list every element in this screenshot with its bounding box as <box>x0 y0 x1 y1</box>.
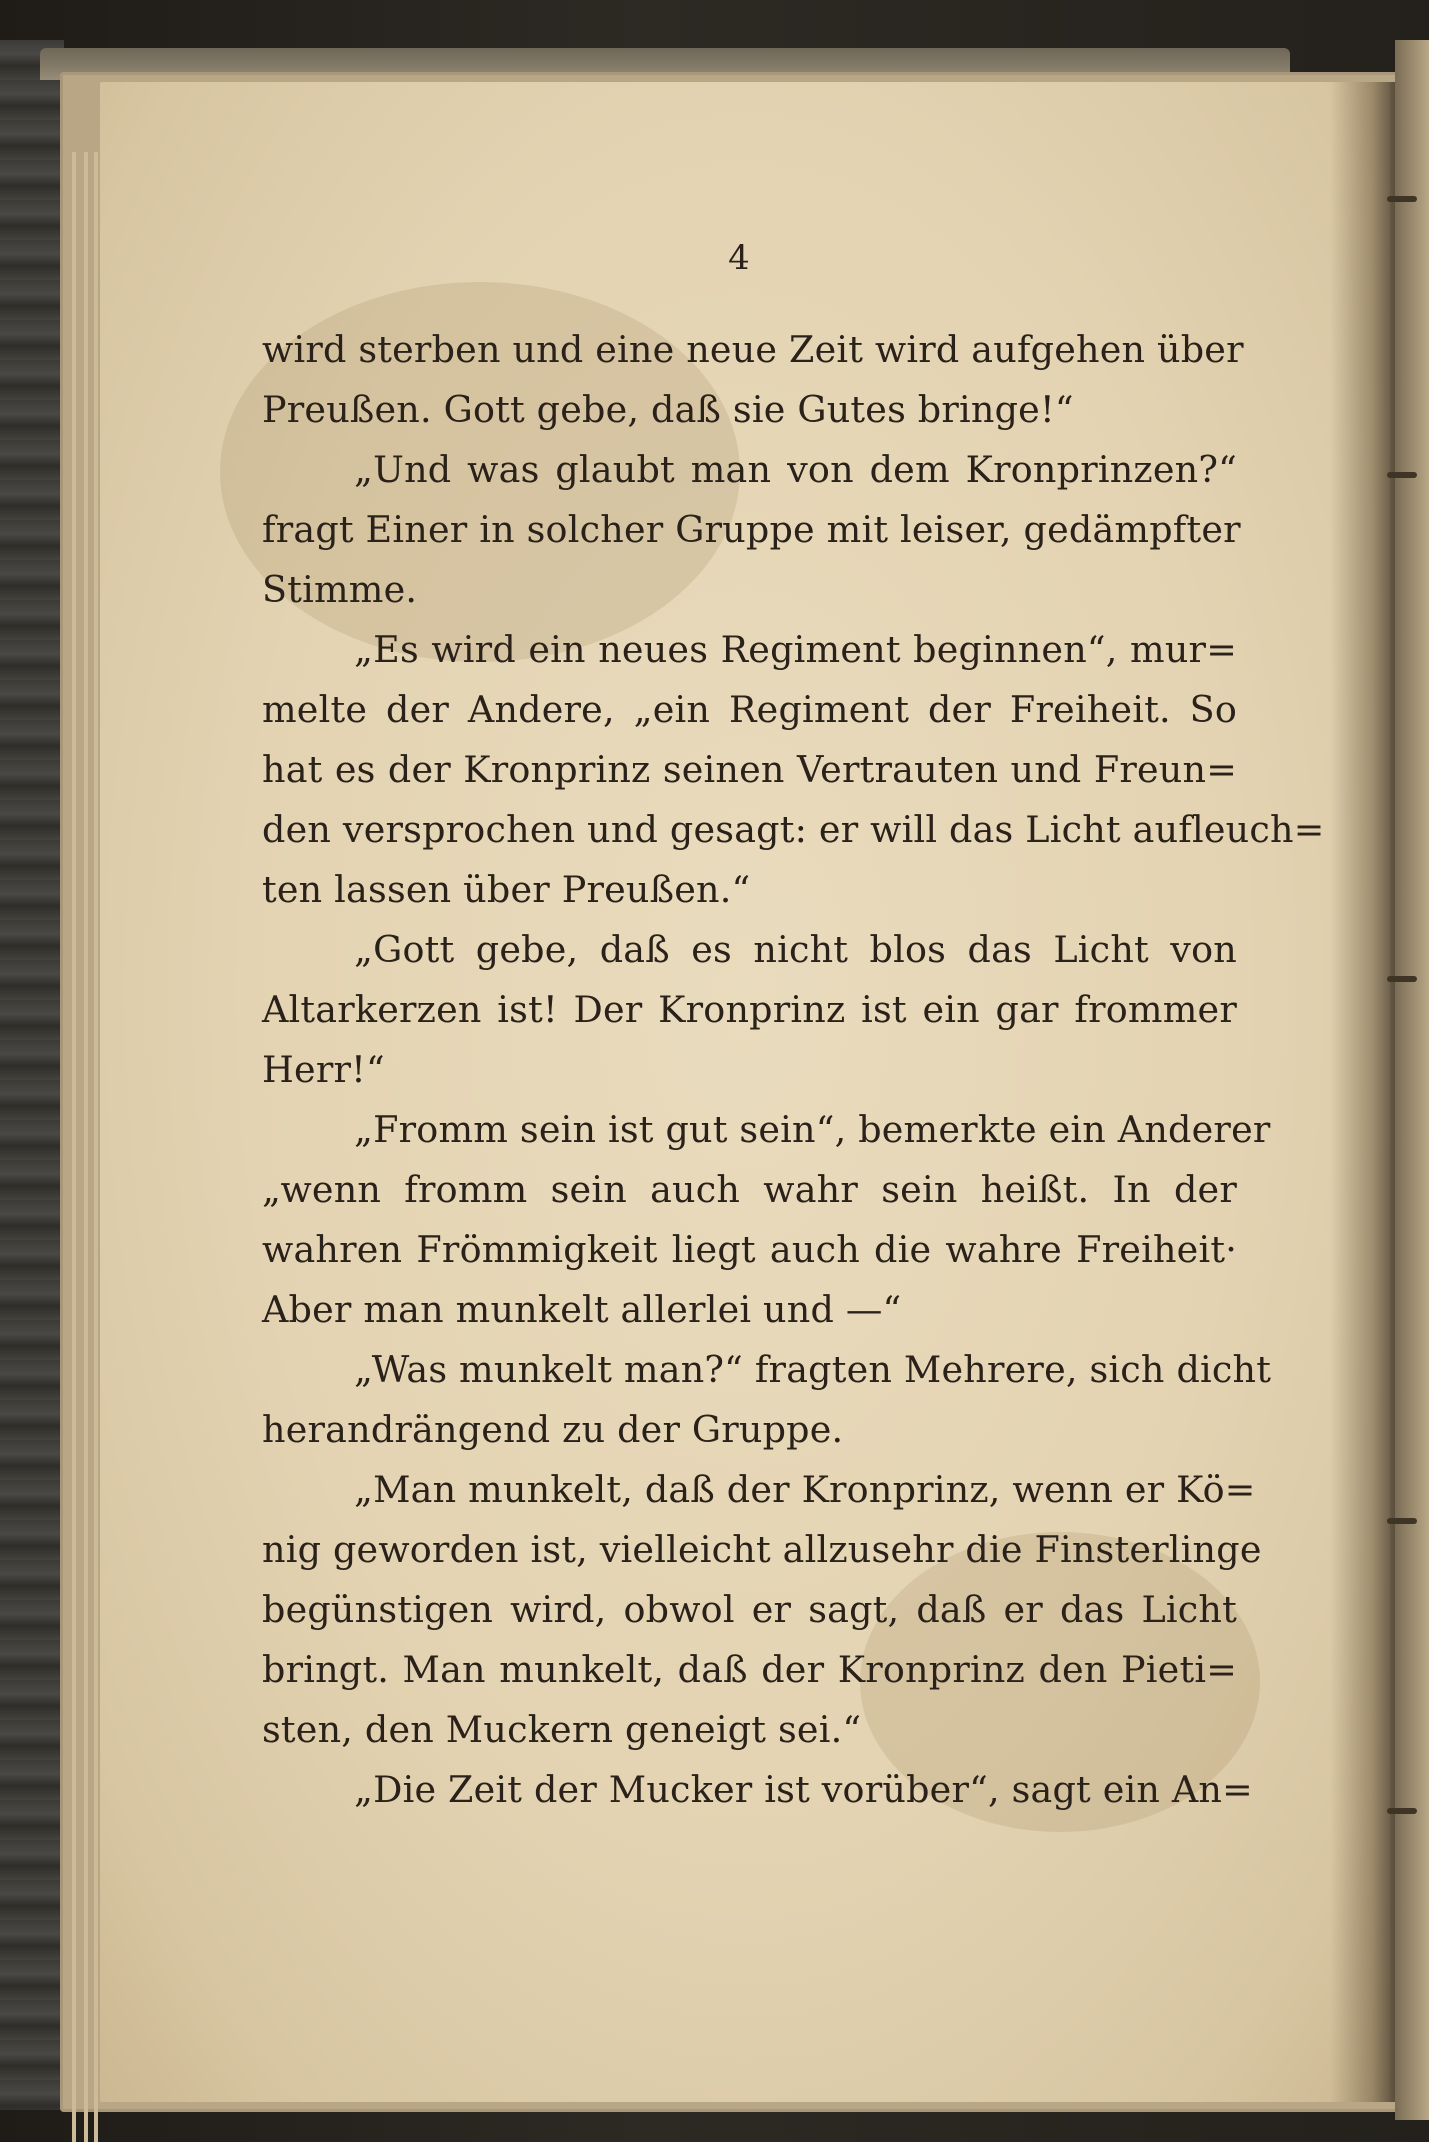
page-edge-line <box>94 152 98 2142</box>
text-line: „Was munkelt man?“ fragten Mehrere, sich dicht <box>354 1348 1272 1391</box>
text-line: „Und was glaubt man von dem Kronprinzen?“ <box>354 448 1237 491</box>
text-line: sten, den Muckern geneigt sei.“ <box>262 1708 862 1751</box>
text-line: „Gott gebe, daß es nicht blos das Licht von <box>354 928 1237 971</box>
book-cover-spine <box>0 40 64 2110</box>
text-line: wahren Frömmigkeit liegt auch die wahre Freiheit· <box>262 1228 1237 1271</box>
margin-tab-mark <box>1387 1518 1417 1524</box>
text-line: „Fromm sein ist gut sein“, bemerkte ein Anderer <box>354 1108 1271 1151</box>
text-line: begünstigen wird, obwol er sagt, daß er das Licht <box>262 1588 1237 1631</box>
text-line: Aber man munkelt allerlei und —“ <box>262 1288 902 1331</box>
text-line: „Man munkelt, daß der Kronprinz, wenn er Kö= <box>354 1468 1256 1511</box>
page-gutter-shadow <box>1330 82 1400 2102</box>
margin-tab-mark <box>1387 1808 1417 1814</box>
text-line: ten lassen über Preußen.“ <box>262 868 751 911</box>
text-line: hat es der Kronprinz seinen Vertrauten und Freun= <box>262 748 1237 791</box>
text-line: „Es wird ein neues Regiment beginnen“, mur= <box>354 628 1237 671</box>
text-line: bringt. Man munkelt, daß der Kronprinz den Pieti= <box>262 1648 1237 1691</box>
text-line: Herr!“ <box>262 1048 385 1091</box>
text-line: wird sterben und eine neue Zeit wird aufgehen über <box>262 328 1244 371</box>
text-line: Altarkerzen ist! Der Kronprinz ist ein gar frommer <box>262 988 1237 1031</box>
page-edge-line <box>72 152 76 2142</box>
text-line: nig geworden ist, vielleicht allzusehr die Finsterlinge <box>262 1528 1262 1571</box>
text-line: Stimme. <box>262 568 418 611</box>
page-edge-line <box>84 152 88 2142</box>
text-line: fragt Einer in solcher Gruppe mit leiser, gedämpfter <box>262 508 1241 551</box>
margin-tab-mark <box>1387 196 1417 202</box>
text-line: herandrängend zu der Gruppe. <box>262 1408 844 1451</box>
text-line: „wenn fromm sein auch wahr sein heißt. In der <box>262 1168 1237 1211</box>
text-line: den versprochen und gesagt: er will das Licht aufleuch= <box>262 808 1325 851</box>
margin-tab-mark <box>1387 472 1417 478</box>
text-line: Preußen. Gott gebe, daß sie Gutes bringe!“ <box>262 388 1074 431</box>
page-number: 4 <box>728 238 750 278</box>
margin-tab-mark <box>1387 976 1417 982</box>
text-line: „Die Zeit der Mucker ist vorüber“, sagt ein An= <box>354 1768 1253 1811</box>
text-line: melte der Andere, „ein Regiment der Freiheit. So <box>262 688 1237 731</box>
body-text <box>262 320 1325 1820</box>
